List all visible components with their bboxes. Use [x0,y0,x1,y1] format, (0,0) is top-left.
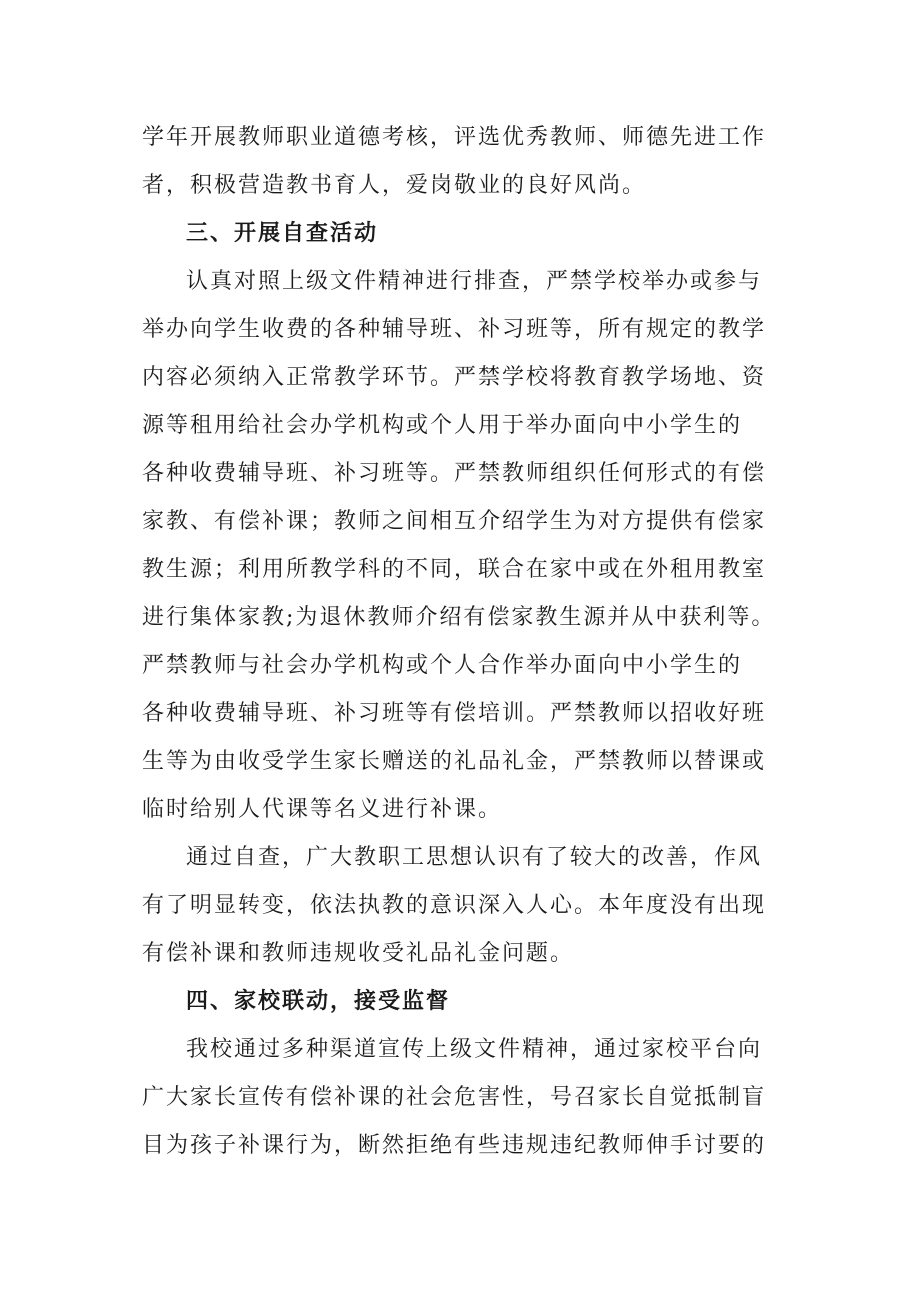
text-line: 各种收费辅导班、补习班等有偿培训。严禁教师以招收好班 [142,701,767,726]
text-line: 进行集体家教;为退休教师介绍有偿家教生源并从中获利等。 [142,605,776,630]
text-line: 临时给别人代课等名义进行补课。 [142,797,503,822]
text-line: 源等租用给社会办学机构或个人用于举办面向中小学生的 [142,413,743,438]
document-body [142,114,782,1170]
text-line: 举办向学生收费的各种辅导班、补习班等，所有规定的教学 [142,317,767,342]
text-line: 目为孩子补课行为，断然拒绝有些违规违纪教师伸手讨要的 [142,1133,767,1158]
text-line: 教生源；利用所教学科的不同，联合在家中或在外租用教室 [142,557,767,582]
paragraph-start: 我校通过多种渠道宣传上级文件精神，通过家校平台向 [186,1037,763,1062]
text-line: 学年开展教师职业道德考核，评选优秀教师、师德先进工作 [142,125,767,150]
section-heading-4: 四、家校联动，接受监督 [186,989,451,1014]
text-line: 广大家长宣传有偿补课的社会危害性，号召家长自觉抵制盲 [142,1085,767,1110]
section-heading-3: 三、开展自查活动 [186,221,379,246]
text-line: 内容必须纳入正常教学环节。严禁学校将教育教学场地、资 [142,365,767,390]
text-line: 生等为由收受学生家长赠送的礼品礼金，严禁教师以替课或 [142,749,767,774]
text-line: 者，积极营造教书育人，爱岗敬业的良好风尚。 [142,173,647,198]
text-line: 家教、有偿补课；教师之间相互介绍学生为对方提供有偿家 [142,509,767,534]
text-line: 有了明显转变，依法执教的意识深入人心。本年度没有出现 [142,893,767,918]
text-line: 有偿补课和教师违规收受礼品礼金问题。 [142,941,575,966]
paragraph-start: 通过自查，广大教职工思想认识有了较大的改善，作风 [186,845,763,870]
paragraph-start: 认真对照上级文件精神进行排查，严禁学校举办或参与 [186,269,763,294]
text-line: 各种收费辅导班、补习班等。严禁教师组织任何形式的有偿 [142,461,767,486]
text-line: 严禁教师与社会办学机构或个人合作举办面向中小学生的 [142,653,743,678]
